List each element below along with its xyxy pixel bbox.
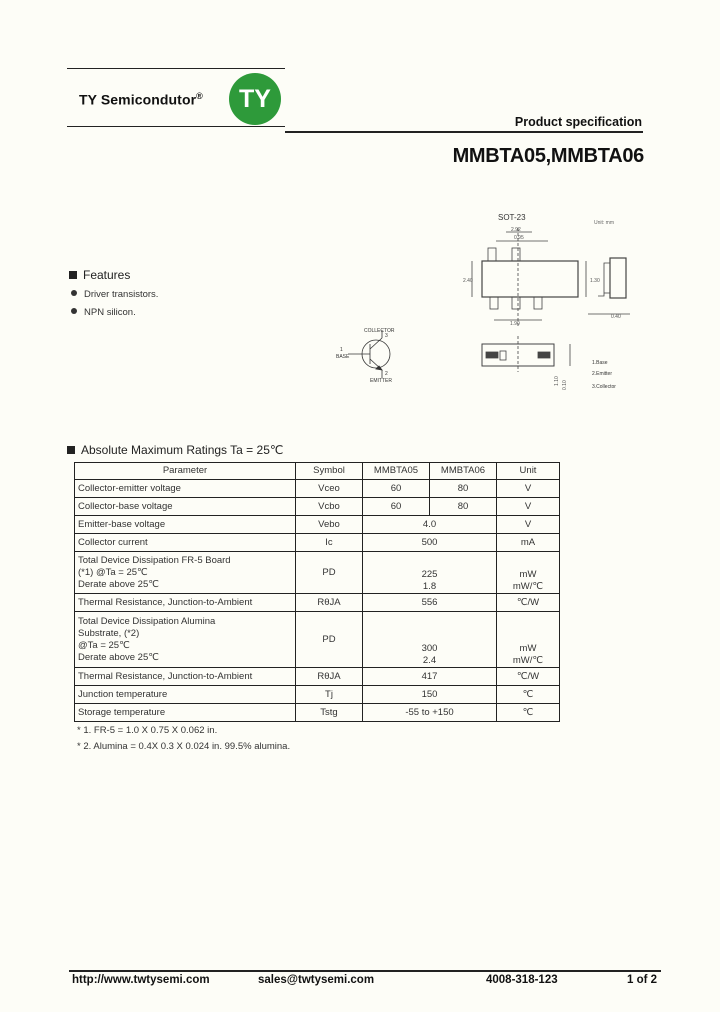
unit-cell: V	[497, 498, 560, 516]
unit-cell: mW mW/℃	[497, 612, 560, 668]
symbol-cell: Ic	[296, 534, 363, 552]
value-cell: 417	[363, 668, 497, 686]
sot23-package-drawing	[460, 208, 650, 398]
symbol-cell: Vebo	[296, 516, 363, 534]
page-number: 1 of 2	[627, 974, 658, 986]
footer-website-link[interactable]: http://www.twtysemi.com	[72, 974, 210, 986]
unit-cell: ℃	[497, 704, 560, 722]
part-number-title: MMBTA05,MMBTA06	[452, 145, 644, 167]
unit-cell: ℃/W	[497, 594, 560, 612]
param-cell: Collector-base voltage	[75, 498, 296, 516]
unit-cell: V	[497, 516, 560, 534]
value-cell: -55 to +150	[363, 704, 497, 722]
value-cell: 4.0	[363, 516, 497, 534]
table-row	[75, 704, 560, 722]
company-logo: TY	[229, 73, 281, 125]
header-cell: Symbol	[296, 463, 363, 480]
footer-email-link[interactable]: sales@twtysemi.com	[258, 974, 375, 986]
param-cell: Emitter-base voltage	[75, 516, 296, 534]
feature-item: Driver transistors.	[71, 289, 158, 300]
pin-label-emitter: 2.Emitter	[592, 371, 613, 377]
pin-label-collector: 3.Collector	[592, 384, 616, 390]
value-cell: 225 1.8	[363, 552, 497, 594]
header-cell: Parameter	[75, 463, 296, 480]
units-label: Unit: mm	[594, 220, 614, 226]
unit-cell: ℃/W	[497, 668, 560, 686]
value-cell: 80	[430, 498, 497, 516]
unit-cell: mW mW/℃	[497, 552, 560, 594]
symbol-cell: Vcbo	[296, 498, 363, 516]
value-cell: 556	[363, 594, 497, 612]
unit-cell: V	[497, 480, 560, 498]
header-under-rule	[67, 126, 285, 127]
value-cell: 500	[363, 534, 497, 552]
symbol-collector-label: COLLECTOR	[364, 328, 395, 334]
footnote-1: * 1. FR-5 = 1.0 X 0.75 X 0.062 in.	[77, 725, 218, 736]
square-bullet-icon	[67, 446, 75, 454]
dim-pitch: 0.95	[514, 235, 524, 241]
param-cell: Storage temperature	[75, 704, 296, 722]
npn-transistor-symbol	[328, 324, 408, 384]
value-cell: 60	[363, 480, 430, 498]
package-name: SOT-23	[498, 213, 526, 222]
header-cell: Unit	[497, 463, 560, 480]
symbol-emitter-label: EMITTER	[370, 378, 392, 384]
param-cell: Junction temperature	[75, 686, 296, 704]
symbol-cell: PD	[296, 552, 363, 594]
symbol-emitter-pin: 2	[385, 371, 388, 377]
table-row	[75, 534, 560, 552]
header-cell: MMBTA05	[363, 463, 430, 480]
header-top-rule	[67, 68, 285, 69]
product-specification-label: Product specification	[514, 115, 642, 129]
square-bullet-icon	[69, 271, 77, 279]
table-row	[75, 552, 560, 594]
bullet-icon	[71, 308, 77, 314]
param-cell: Collector-emitter voltage	[75, 480, 296, 498]
dim-height: 2.40	[463, 278, 473, 284]
bullet-icon	[71, 290, 77, 296]
header-cell: MMBTA06	[430, 463, 497, 480]
symbol-cell: PD	[296, 612, 363, 668]
symbol-cell: Tstg	[296, 704, 363, 722]
table-row	[75, 498, 560, 516]
param-cell: Total Device Dissipation FR-5 Board (*1) @Ta = 25℃ Derate above 25℃	[75, 552, 296, 594]
param-cell: Thermal Resistance, Junction-to-Ambient	[75, 668, 296, 686]
value-cell: 60	[363, 498, 430, 516]
table-row	[75, 686, 560, 704]
company-name: TY Semicondutor®	[79, 91, 203, 108]
dim-standoff: 0.10	[562, 380, 568, 390]
pin-label-base: 1.Base	[592, 360, 608, 366]
table-row	[75, 480, 560, 498]
footer-rule	[69, 970, 661, 972]
symbol-cell: Vceo	[296, 480, 363, 498]
symbol-cell: Tj	[296, 686, 363, 704]
absolute-maximum-ratings-table	[74, 462, 560, 722]
feature-item: NPN silicon.	[71, 307, 136, 318]
header-right-rule	[285, 131, 643, 133]
dim-width: 2.92	[511, 227, 521, 233]
footer-phone: 4008-318-123	[486, 974, 558, 986]
dim-thickness: 1.10	[554, 376, 560, 386]
table-row	[75, 612, 560, 668]
symbol-base-label: BASE	[336, 354, 350, 360]
features-heading: Features	[69, 268, 130, 282]
unit-cell: mA	[497, 534, 560, 552]
table-header-row	[75, 463, 560, 480]
table-row	[75, 668, 560, 686]
symbol-base-pin: 1	[340, 347, 343, 353]
param-cell: Total Device Dissipation Alumina Substrate, (*2) @Ta = 25℃ Derate above 25℃	[75, 612, 296, 668]
ratings-heading: Absolute Maximum Ratings Ta = 25℃	[67, 443, 283, 457]
dim-body: 1.30	[590, 278, 600, 284]
value-cell: 150	[363, 686, 497, 704]
table-row	[75, 516, 560, 534]
value-cell: 80	[430, 480, 497, 498]
symbol-cell: RθJA	[296, 594, 363, 612]
param-cell: Thermal Resistance, Junction-to-Ambient	[75, 594, 296, 612]
symbol-collector-pin: 3	[385, 333, 388, 339]
unit-cell: ℃	[497, 686, 560, 704]
dim-lead-thickness: 0.40	[611, 314, 621, 320]
symbol-cell: RθJA	[296, 668, 363, 686]
footnote-2: * 2. Alumina = 0.4X 0.3 X 0.024 in. 99.5% alumina.	[77, 741, 291, 752]
dim-pin-span: 1.90	[510, 321, 520, 327]
table-row	[75, 594, 560, 612]
param-cell: Collector current	[75, 534, 296, 552]
value-cell: 300 2.4	[363, 612, 497, 668]
